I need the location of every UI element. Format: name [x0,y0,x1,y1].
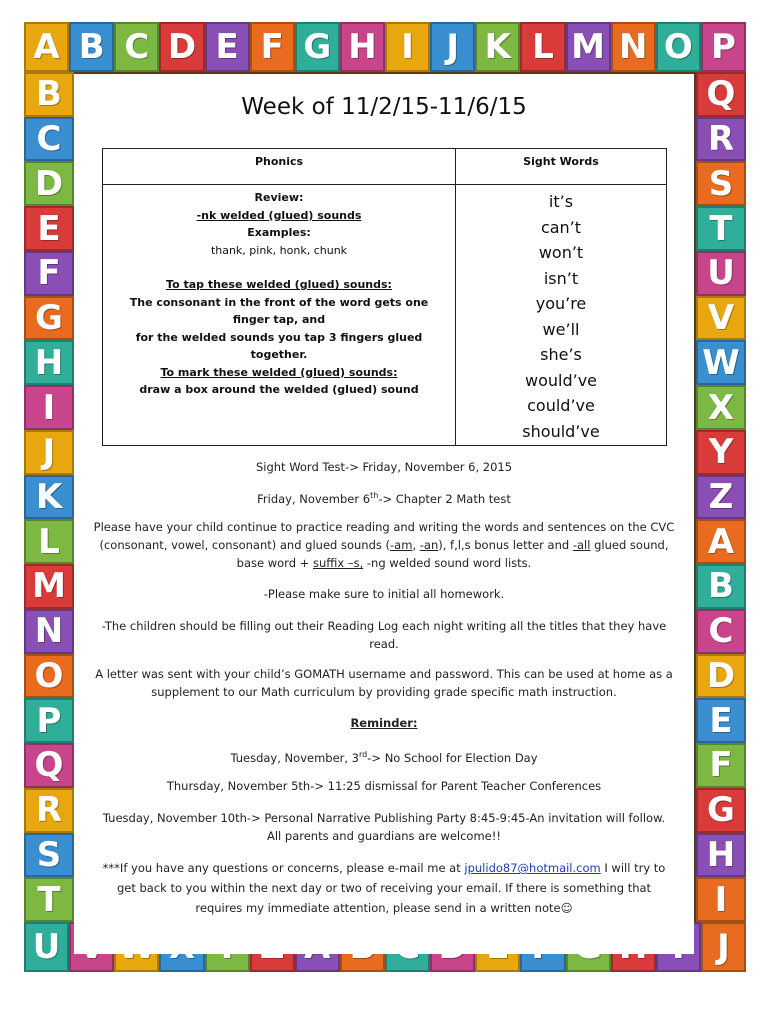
sight-word: it’s [548,192,574,211]
border-tile-left: P [24,698,74,743]
border-tile-left: K [24,475,74,520]
review-topic: -nk welded (glued) sounds [196,208,362,222]
border-tile-right: A [696,519,746,564]
border-tile-right: F [696,743,746,788]
practice-text: ), f,l,s bonus letter and [438,538,573,552]
border-tile-left: N [24,609,74,654]
reading-log-line: -The children should be filling out their Reading Log each night writing all the titles that they have [101,619,667,633]
sight-words-cell [456,185,667,446]
reading-log-note [84,617,684,653]
border-tile-right: R [696,117,746,162]
review-label: Review: [254,191,304,204]
border-tile-left: T [24,877,74,922]
border-tile-top: D [159,22,204,72]
no-school-text: -> No School for Election Day [367,750,538,765]
party-line: All parents and guardians are welcome!! [267,829,501,843]
border-tile-right: S [696,161,746,206]
sight-word: you’re [535,294,587,313]
border-tile-top: N [611,22,656,72]
phonics-cell [103,185,456,446]
practice-paragraph [84,518,684,572]
page-title: Week of 11/2/15-11/6/15 [241,94,527,120]
border-tile-right: Z [696,475,746,520]
math-test-text: -> Chapter 2 Math test [378,491,511,506]
practice-text: glued sound, [590,538,669,552]
reading-log-line: read. [369,637,399,651]
mark-text: draw a box around the welded (glued) sound [139,383,419,396]
border-tile-left: L [24,519,74,564]
border-tile-left: D [24,161,74,206]
contact-line: get back to you within the next day or two of receiving your email. If there is something that [116,881,652,895]
contact-line: requires my immediate attention, please send in a written note☺ [195,901,573,915]
border-tile-top: M [566,22,611,72]
practice-line [84,554,684,572]
dismissal-note: Thursday, November 5th-> 11:25 dismissal for Parent Teacher Conferences [166,779,602,793]
border-tile-right: U [696,251,746,296]
border-tile-top: P [701,22,746,72]
contact-line [84,858,684,878]
border-tile-left: M [24,564,74,609]
border-tile-left: Q [24,743,74,788]
border-tile-bottom: U [24,922,69,972]
sight-words-header: Sight Words [456,149,667,185]
no-school-note [84,746,684,767]
sight-word-list [457,189,665,444]
border-tile-right: X [696,385,746,430]
gomath-line: supplement to our Math curriculum by providing grade specific math instruction. [151,685,617,699]
sight-word: could’ve [527,396,595,415]
border-tile-top: B [69,22,114,72]
tap-line: The consonant in the front of the word gets one [129,295,429,309]
mark-heading: To mark these welded (glued) sounds: [160,365,398,379]
tap-line: finger tap, and [232,313,326,326]
tap-line: together. [250,348,308,361]
border-tile-left: J [24,430,74,475]
border-tile-left: E [24,206,74,251]
border-tile-top: A [24,22,69,72]
no-school-date: Tuesday, November, 3 [230,750,360,765]
glued-sound-all: -all [572,538,591,552]
border-tile-bottom: J [701,922,746,972]
suffix-s: suffix –s, [312,556,364,570]
contact-text: I will try to [600,861,666,875]
glued-sound-am: -am [390,538,413,552]
border-tile-top: O [656,22,701,72]
contact-text: ***If you have any questions or concerns, please e-mail me at [102,861,465,875]
math-test-date: Friday, November 6 [257,491,371,506]
newsletter-content [74,74,694,954]
border-tile-left: C [24,117,74,162]
border-tile-left: G [24,296,74,341]
border-tile-left: H [24,340,74,385]
practice-text: , [412,538,420,552]
border-tile-right: B [696,564,746,609]
table-header-row [103,149,667,185]
border-tile-right: Y [696,430,746,475]
email-link[interactable]: jpulido87@hotmail.com [464,861,601,875]
table-row [103,185,667,446]
sight-word: won’t [538,243,584,262]
border-tile-top: E [205,22,250,72]
border-tile-top: G [295,22,340,72]
border-tile-top: J [430,22,475,72]
gomath-note [84,665,684,701]
examples-text: thank, pink, honk, chunk [210,243,348,257]
examples-label: Examples: [247,226,311,239]
phonics-header: Phonics [103,149,456,185]
border-tile-right: Q [696,72,746,117]
practice-line: Please have your child continue to practice reading and writing the words and sentences on the CVC [93,520,675,534]
glued-sound-an: -an [419,538,439,552]
practice-line [84,536,684,554]
border-tile-top: H [340,22,385,72]
border-tile-left: R [24,788,74,833]
initial-homework-note: -Please make sure to initial all homework. [263,587,505,601]
party-line: Tuesday, November 10th-> Personal Narrative Publishing Party 8:45-9:45-An invitation will follow. [102,811,666,825]
practice-text: (consonant, vowel, consonant) and glued sounds ( [99,538,391,552]
border-tile-left: S [24,833,74,878]
practice-text: -ng welded sound word lists. [363,556,532,570]
border-tile-left: F [24,251,74,296]
border-tile-right: T [696,206,746,251]
sight-word: should’ve [522,421,600,441]
ordinal-suffix: th [370,491,379,500]
border-tile-right: G [696,788,746,833]
publishing-party-note [84,809,684,845]
lesson-table [102,148,667,446]
contact-note [84,858,684,918]
border-tile-right: E [696,698,746,743]
sight-word: can’t [540,217,582,237]
sight-word: she’s [540,345,582,364]
border-tile-top: F [250,22,295,72]
border-tile-top: L [520,22,565,72]
sight-word: we’ll [542,319,580,339]
tap-heading: To tap these welded (glued) sounds: [166,278,392,291]
tap-line: for the welded sounds you tap 3 fingers glued [135,330,423,344]
border-tile-left: I [24,385,74,430]
border-tile-right: D [696,654,746,699]
practice-text: base word + [236,556,313,570]
border-tile-top: I [385,22,430,72]
reminder-label: Reminder: [350,716,418,730]
sight-word: isn’t [543,268,579,288]
sight-word: would’ve [524,370,597,390]
border-tile-left: O [24,654,74,699]
border-tile-right: V [696,296,746,341]
border-tile-right: H [696,833,746,878]
sight-test-note: Sight Word Test-> Friday, November 6, 2015 [255,460,513,474]
gomath-line: A letter was sent with your child’s GOMATH username and password. This can be used at home as a [95,667,673,681]
border-tile-top: K [475,22,520,72]
math-test-note [84,487,684,508]
border-tile-right: W [696,340,746,385]
border-tile-top: C [114,22,159,72]
border-tile-right: I [696,877,746,922]
ordinal-suffix: rd [359,750,368,759]
border-tile-left: B [24,72,74,117]
border-tile-right: C [696,609,746,654]
